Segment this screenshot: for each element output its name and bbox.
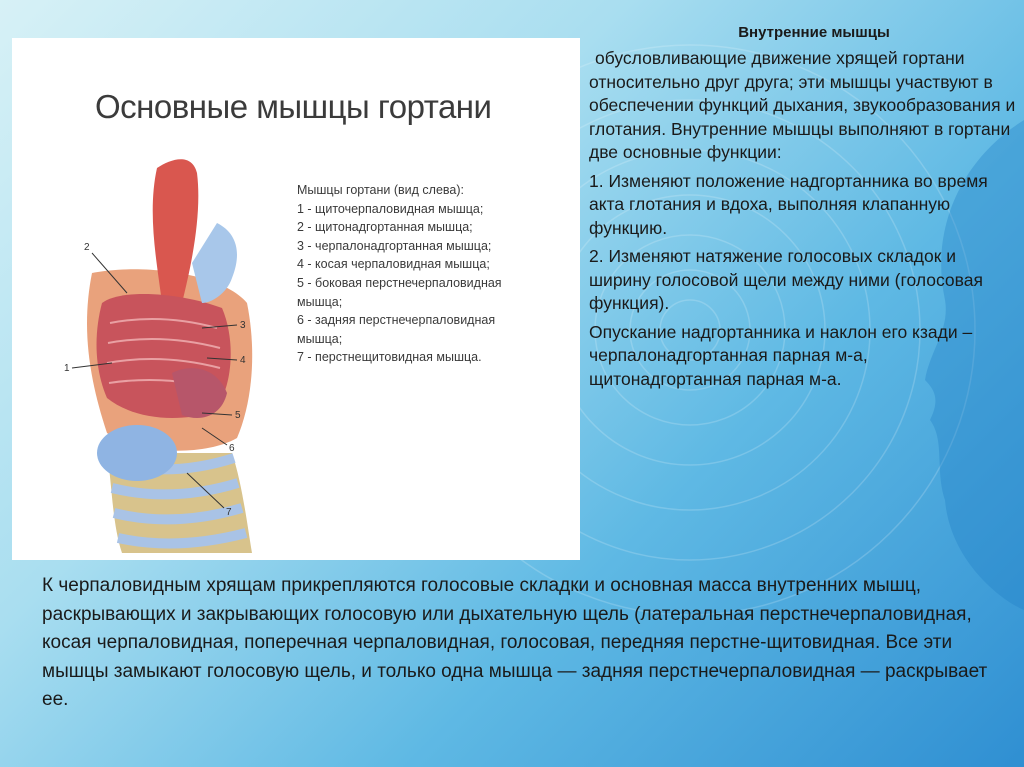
callout-2: 2 [84,242,90,253]
legend-line: 4 - косая черпаловидная мышца; [297,257,490,272]
legend-line: 7 - перстнещитовидная мышца. [297,350,482,365]
bottom-paragraph: К черпаловидным хрящам прикрепляются голосовые складки и основная масса внутренних мышц, раскрывающих и закрывающих голосовую или дыхательную щель (латеральная перстнечерпаловидная, косая черпаловидная, поперечная черпаловидная, голосовая, передняя перстне-щитовидная. Все эти мышцы замыкают голосовую щель, и только одна мышца — задняя перстнечерпаловидная — раскрывает ее. [42,575,988,710]
larynx-anatomy-illustration [52,153,312,558]
callout-4: 4 [240,355,246,366]
paragraph: 2. Изменяют натяжение голосовых складок и ширину голосовой щели между ними (голосовая функция). [589,246,983,313]
legend-line: 6 - задняя перстнечерпаловидная [297,313,496,328]
paragraph: Опускание надгортанника и наклон его кзади – черпалонадгортанная парная м-а, щитонадгортанная парная м-а. [589,321,973,389]
callout-3: 3 [240,320,246,331]
legend-line: 2 - щитонадгортанная мышца; [297,220,473,235]
legend-line: Мышцы гортани (вид слева): [297,183,464,197]
figure-legend [297,181,567,367]
figure-title: Основные мышцы гортани [95,88,492,125]
figure-panel [12,38,580,560]
paragraph: обусловливающие движение хрящей гортани относительно друг друга; эти мышцы участвуют в обеспечении функций дыхания, звукообразования и глотания. Внутренние мышцы выполняют в гортани две основные функции: [589,48,1016,162]
legend-line: 1 - щиточерпаловидная мышца; [297,201,484,216]
callout-7: 7 [226,507,232,518]
legend-line: 3 - черпалонадгортанная мышца; [297,238,492,253]
section-heading: Внутренние мышцы [738,24,890,41]
legend-line: 5 - боковая перстнечерпаловидная [297,275,502,290]
right-text-block [589,24,1019,396]
legend-line: мышца; [297,294,343,309]
legend-line: мышца; [297,331,343,346]
callout-1: 1 [64,363,70,374]
callout-5: 5 [235,410,241,421]
paragraph: 1. Изменяют положение надгортанника во время акта глотания и вдоха, выполняя клапанную функцию. [589,170,988,238]
callout-6: 6 [229,443,235,454]
